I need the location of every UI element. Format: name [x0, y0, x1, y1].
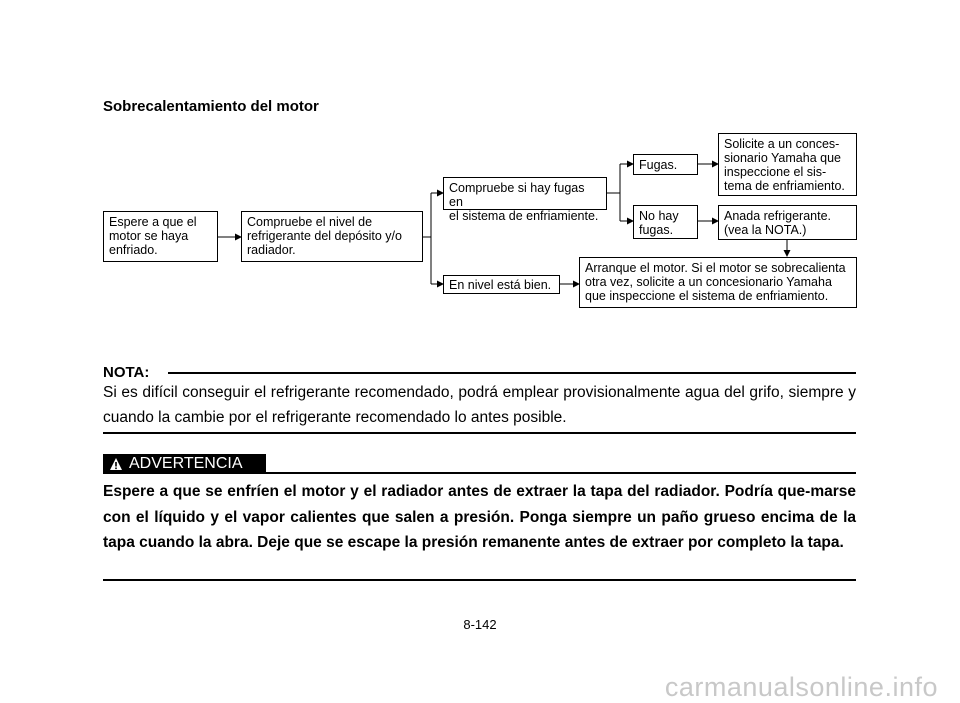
flow-box-wait: Espere a que el motor se haya enfriado.: [103, 211, 218, 262]
warning-text: Espere a que se enfríen el motor y el radiador antes de extraer la tapa del radiador. Podría que-marse con el líquido y el vapor calientes que salen a presión. Ponga siempre un paño grueso encima de la tapa cuando la abra. Deje que se escape la presión remanente antes de extraer por completo la tapa.: [103, 483, 856, 551]
nota-end-divider: [103, 432, 856, 434]
flow-box-check-level: Compruebe el nivel de refrigerante del depósito y/o radiador.: [241, 211, 423, 262]
warning-triangle-icon: [109, 457, 123, 471]
flow-box-restart: Arranque el motor. Si el motor se sobrecalienta otra vez, solicite a un concesionario Yamaha que inspeccione el sistema de enfriamiento.: [579, 257, 857, 308]
flow-box-no-leaks: No hay fugas.: [633, 205, 698, 239]
flow-box-leaks: Fugas.: [633, 154, 698, 175]
warning-label: ADVERTENCIA: [129, 455, 243, 472]
page-number: 8-142: [463, 617, 497, 632]
flow-box-check-leaks: Compruebe si hay fugas en el sistema de enfriamiente.: [443, 177, 607, 210]
watermark: carmanualsonline.info: [664, 672, 938, 702]
warning-divider: [266, 472, 856, 474]
nota-text: Si es difícil conseguir el refrigerante recomendado, podrá emplear provisionalmente agua del grifo, siempre y cuando la cambie por el refrigerante recomendado lo antes posible.: [103, 384, 856, 426]
flow-box-dealer-inspect: Solicite a un conces- sionario Yamaha que inspeccione el sis- tema de enfriamiento.: [718, 133, 857, 196]
warning-end-divider: [103, 579, 856, 581]
nota-label: NOTA:: [103, 364, 150, 381]
nota-divider: [168, 372, 856, 374]
flow-box-level-ok: En nivel está bien.: [443, 275, 560, 294]
warning-badge: [103, 454, 266, 474]
page-title: Sobrecalentamiento del motor: [103, 98, 319, 115]
flow-box-add-coolant: Anada refrigerante. (vea la NOTA.): [718, 205, 857, 240]
